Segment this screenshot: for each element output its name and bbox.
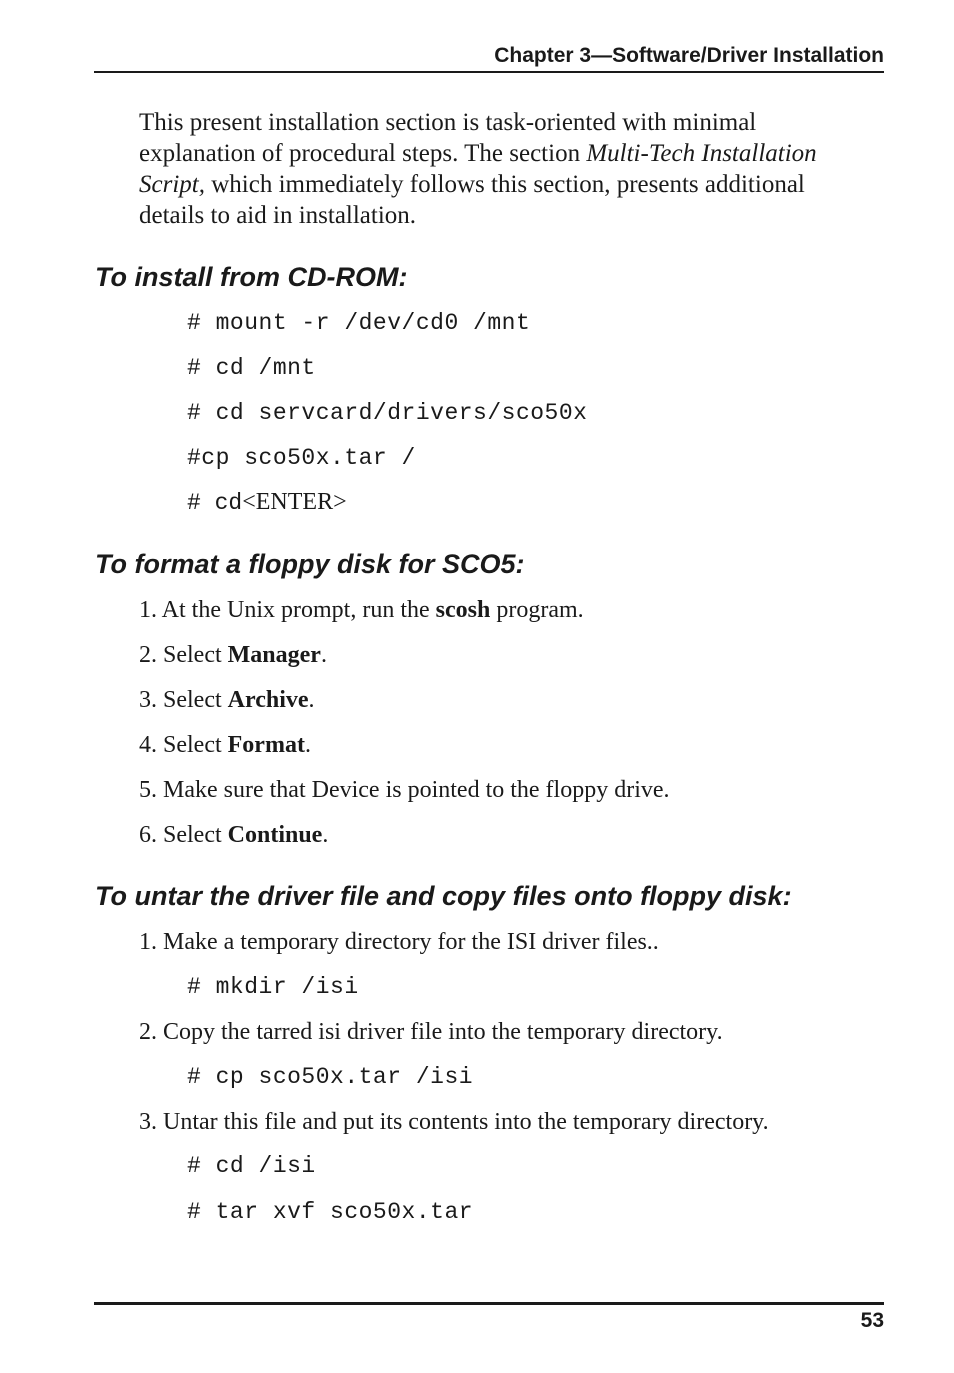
code-line: # cp sco50x.tar /isi [187, 1064, 474, 1090]
code-line: # cd servcard/drivers/sco50x [187, 400, 588, 426]
chapter-header-title: Chapter 3—Software/Driver Installation [494, 44, 884, 67]
step-item: 2. Copy the tarred isi driver file into the temporary directory. [139, 1019, 723, 1045]
code-line-cd-enter [187, 489, 347, 516]
intro-emphasis: Multi-Tech Installation Script, [139, 140, 817, 198]
header-rule [94, 71, 884, 73]
step-item: 5. Make sure that Device is pointed to the floppy drive. [139, 777, 670, 803]
code-line: # tar xvf sco50x.tar [187, 1199, 474, 1225]
heading-format-floppy: To format a floppy disk for SCO5: [95, 549, 525, 579]
intro-paragraph [139, 107, 874, 231]
footer-rule [94, 1302, 884, 1305]
step-item: 3. Untar this file and put its contents into the temporary directory. [139, 1109, 769, 1135]
code-line: #cp sco50x.tar / [187, 445, 416, 471]
step-item: 2. Select Manager. [139, 642, 327, 668]
enter-key-label: <ENTER> [242, 489, 347, 515]
step-item: 1. Make a temporary directory for the ISI driver files.. [139, 929, 659, 955]
code-line: # cd /mnt [187, 355, 316, 381]
step-item: 4. Select Format. [139, 732, 311, 758]
step-item: 6. Select Continue. [139, 822, 329, 848]
page-number: 53 [860, 1309, 884, 1332]
intro-text-part2: which immediately follows this section, presents additional details to aid in installation. [139, 171, 805, 229]
heading-untar-copy: To untar the driver file and copy files onto floppy disk: [95, 881, 792, 911]
code-line: # mkdir /isi [187, 974, 359, 1000]
heading-install-cdrom: To install from CD-ROM: [95, 262, 408, 292]
code-line: # cd /isi [187, 1153, 316, 1179]
step-item: 1. At the Unix prompt, run the scosh program. [139, 597, 584, 623]
code-cd-prefix: # cd [187, 490, 243, 516]
intro-text-part1: This present installation section is task-oriented with minimal explanation of procedural steps. The section [139, 109, 757, 167]
code-line: # mount -r /dev/cd0 /mnt [187, 310, 531, 336]
step-item: 3. Select Archive. [139, 687, 315, 713]
